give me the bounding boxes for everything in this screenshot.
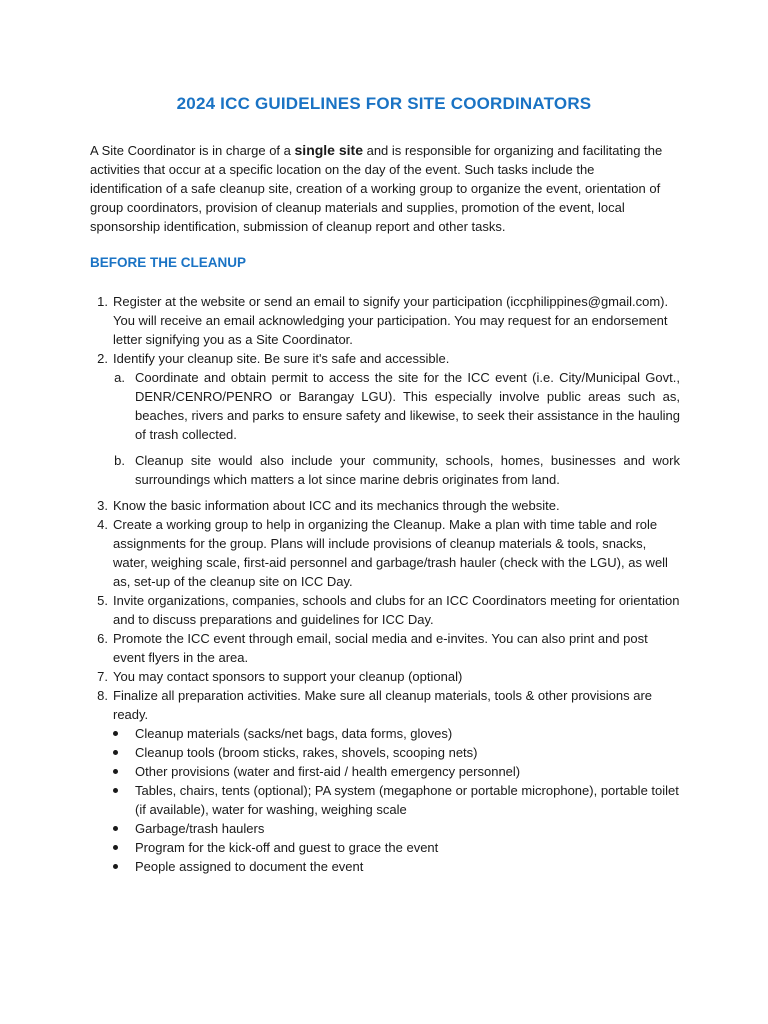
step-item — [90, 515, 680, 591]
substep-text: Coordinate and obtain permit to access the site for the ICC event (i.e. City/Municipal Govt., DENR/CENRO/PENRO or Barangay LGU). This especially involve public areas such as, beaches, rivers and parks to ensure safety and likewise, to seek their assistance in the hauling of trash collected. — [135, 370, 680, 442]
substep-item — [113, 368, 680, 444]
bullet-text: Cleanup tools (broom sticks, rakes, shovels, scooping nets) — [135, 745, 478, 760]
bullet-text: People assigned to document the event — [135, 859, 364, 874]
intro-text-before: A Site Coordinator is in charge of a — [90, 143, 295, 158]
bullet-text: Tables, chairs, tents (optional); PA system (megaphone or portable microphone), portable toilet (if available), water for washing, weighing scale — [135, 783, 679, 817]
substep-item — [113, 451, 680, 489]
step-number: 1. — [97, 294, 108, 309]
page-title: 2024 ICC GUIDELINES FOR SITE COORDINATORS — [176, 94, 592, 113]
bullet-item — [113, 781, 680, 819]
bullet-text: Other provisions (water and first-aid / health emergency personnel) — [135, 764, 521, 779]
substep-text: Cleanup site would also include your community, schools, homes, businesses and work surroundings which matters a lot since marine debris originates from land. — [135, 453, 680, 487]
step-text: Promote the ICC event through email, social media and e-invites. You can also print and post event flyers in the area. — [113, 631, 648, 665]
intro-emphasis: single site — [294, 142, 363, 158]
steps-list — [90, 292, 680, 876]
bullet-item — [113, 743, 680, 762]
bullet-icon — [113, 788, 118, 793]
step-item — [90, 292, 680, 349]
bullet-item — [113, 857, 680, 876]
bullet-icon — [113, 845, 118, 850]
bullet-icon — [113, 864, 118, 869]
bullet-icon — [113, 826, 118, 831]
substeps-list — [113, 368, 680, 489]
bullet-text: Cleanup materials (sacks/net bags, data forms, gloves) — [135, 726, 453, 741]
bullet-item — [113, 762, 680, 781]
step-item — [90, 496, 680, 515]
step-text: You may contact sponsors to support your cleanup (optional) — [113, 669, 463, 684]
step-number: 2. — [97, 351, 108, 366]
bullet-item — [113, 838, 680, 857]
step-text: Finalize all preparation activities. Make sure all cleanup materials, tools & other provisions are ready. — [113, 688, 653, 722]
step-number: 3. — [97, 498, 108, 513]
bullet-text: Program for the kick-off and guest to grace the event — [135, 840, 439, 855]
intro-paragraph — [90, 141, 670, 236]
step-item — [90, 629, 680, 667]
step-item — [90, 591, 680, 629]
step-text: Invite organizations, companies, schools and clubs for an ICC Coordinators meeting for orientation and to discuss preparations and guidelines for ICC Day. — [113, 593, 680, 627]
bullet-item — [113, 819, 680, 838]
substep-letter: b. — [114, 453, 125, 468]
provisions-list — [113, 724, 680, 876]
bullet-item — [113, 724, 680, 743]
intro-text-after: and is responsible for organizing and facilitating the activities that occur at a specific location on the day of the event. Such tasks include the identification of a safe cleanup site, creation of a working group to organize the event, orientation of group coordinators, provision of cleanup materials and supplies, promotion of the event, local sponsorship identification, submission of cleanup report and other tasks. — [90, 143, 663, 234]
step-text: Register at the website or send an email to signify your participation (iccphilippines@gmail.com). You will receive an email acknowledging your participation. You may request for an endorsement letter signifying you as a Site Coordinator. — [113, 294, 669, 347]
step-text: Identify your cleanup site. Be sure it's safe and accessible. — [113, 351, 450, 366]
step-item — [90, 667, 680, 686]
step-item — [90, 349, 680, 489]
step-number: 4. — [97, 517, 108, 532]
bullet-icon — [113, 769, 118, 774]
bullet-icon — [113, 731, 118, 736]
step-number: 5. — [97, 593, 108, 608]
bullet-icon — [113, 750, 118, 755]
step-number: 7. — [97, 669, 108, 684]
substep-letter: a. — [114, 370, 125, 385]
step-number: 6. — [97, 631, 108, 646]
step-number: 8. — [97, 688, 108, 703]
bullet-text: Garbage/trash haulers — [135, 821, 265, 836]
step-text: Know the basic information about ICC and its mechanics through the website. — [113, 498, 560, 513]
step-text: Create a working group to help in organizing the Cleanup. Make a plan with time table and role assignments for the group. Plans will include provisions of cleanup materials & tools, snacks, water, weighing scale, first-aid personnel and garbage/trash hauler (check with the LGU), as well as, set-up of the cleanup site on ICC Day. — [113, 517, 668, 589]
section-heading: BEFORE THE CLEANUP — [90, 255, 247, 270]
step-item — [90, 686, 680, 876]
